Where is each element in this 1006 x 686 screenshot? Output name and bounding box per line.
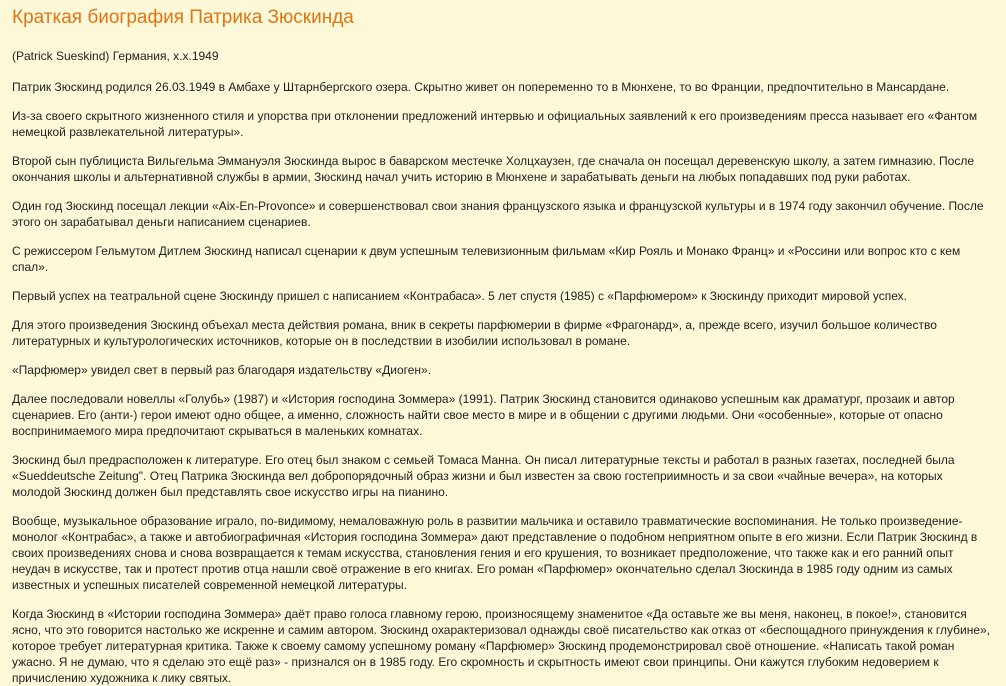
biography-paragraph: Из-за своего скрытного жизненного стиля и упорства при отклонении предложений интервью и официальных заявлений к его произведениям пресса называет его «Фантом немецкой развлекательной литературы». — [12, 109, 978, 139]
biography-paragraph: Патрик Зюскинд родился 26.03.1949 в Амбахе у Штарнбергского озера. Скрытно живет он попеременно то в Мюнхене, то во Франции, предпочтительно в Мансардане. — [12, 80, 950, 94]
biography-paragraph: С режиссером Гельмутом Дитлем Зюскинд написал сценарии к двум успешным телевизионным фильмам «Кир Рояль и Монако Франц» и «Россини или вопрос кто с кем спал». — [12, 244, 961, 274]
page-title: Краткая биография Патрика Зюскинда — [12, 7, 354, 28]
biography-paragraph: Для этого произведения Зюскинд объехал места действия романа, вник в секреты парфюмерии в фирме «Фрагонард», а, прежде всего, изучил большое количество литературных и культурологических источников, которые он в последствии в изобилии использовал в романе. — [12, 318, 937, 348]
biography-paragraph: Вообще, музыкальное образование играло, по-видимому, немаловажную роль в развитии мальчика и оставило травматические воспоминания. Не только произведение-монолог «Контрабас», а также и автобиографичная «История господина Зоммера» дают представление о подобном неприятном опыте в его жизни. Если Патрик Зюскинд в своих произведениях снова и снова возвращается к темам искусства, становления гения и его крушения, то возникает предположение, что также как и его ранний опыт неудач в искусстве, так и протест против отца нашли своё отражение в его книгах. Его роман «Парфюмер» окончательно сделал Зюскинда в 1985 году одним из самых известных и успешных писателей современной немецкой литературы. — [12, 514, 978, 592]
biography-paragraph: Далее последовали новеллы «Голубь» (1987) и «История господина Зоммера» (1991). Патрик Зюскинд становится одинаково успешным как драматург, прозаик и автор сценариев. Его (анти-) герои имеют одно общее, а именно, сложность найти свое место в мире и в общении с другими людьми. Они «особенные», которые от опасно воспринимаемого мира предпочитают скрываться в маленьких комнатах. — [12, 392, 955, 438]
biography-paragraph: Один год Зюскинд посещал лекции «Aix-En-Provonce» и совершенствовал свои знания французского языка и французской культуры и в 1974 году закончил обучение. После этого он зарабатывал деньги написанием сценариев. — [12, 199, 984, 229]
biography-paragraph: Когда Зюскинд в «Истории господина Зоммера» даёт право голоса главному герою, произносящему знаменитое «Да оставьте же вы меня, наконец, в покое!», становится ясно, что это говорится настолько же искренне и самим автором. Зюскинд охарактеризовал однажды своё писательство как отказ от «беспощадного принуждения к глубине», которое требует литературная критика. Также к своему самому успешному роману «Парфюмер» Зюскинд продемонстрировал своё отношение. «Написать такой роман ужасно. Я не думаю, что я сделаю это ещё раз» - призналcя он в 1985 году. Его скромность и скрытность имеют свои принципы. Они кажутся глубоким недоверием к причислению художника к лику святых. — [12, 607, 991, 685]
biography-paragraph: «Парфюмер» увидел свет в первый раз благодаря издательству «Диоген». — [12, 363, 432, 377]
biography-paragraph: Зюскинд был предрасположен к литературе. Его отец был знаком с семьей Томаса Манна. Он писал литературные тексты и работал в разных газетах, последней была «Sueddeutsche Zeitung". Отец Патрика Зюскинда вел добропорядочный образ жизни и был известен за свою гостеприимность и за свои «чайные вечера», на которых молодой Зюскинд должен был представлять свое искусство игры на пианино. — [12, 453, 955, 499]
biography-paragraph: Первый успех на театральной сцене Зюскинду пришел с написанием «Контрабаса». 5 лет спустя (1985) с «Парфюмером» к Зюскинду приходит мировой успех. — [12, 289, 908, 303]
author-meta: (Patrick Sueskind) Германия, х.х.1949 — [12, 49, 219, 63]
biography-paragraph: Второй сын публициста Вильгельма Эммануэля Зюскинда вырос в баварском местечке Холцхаузен, где сначала он посещал деревенскую школу, а затем гимназию. После окончания школы и альтернативной службы в армии, Зюскинд начал учить историю в Мюнхене и зарабатывать деньги на любых попадавших под руки работах. — [12, 154, 975, 184]
